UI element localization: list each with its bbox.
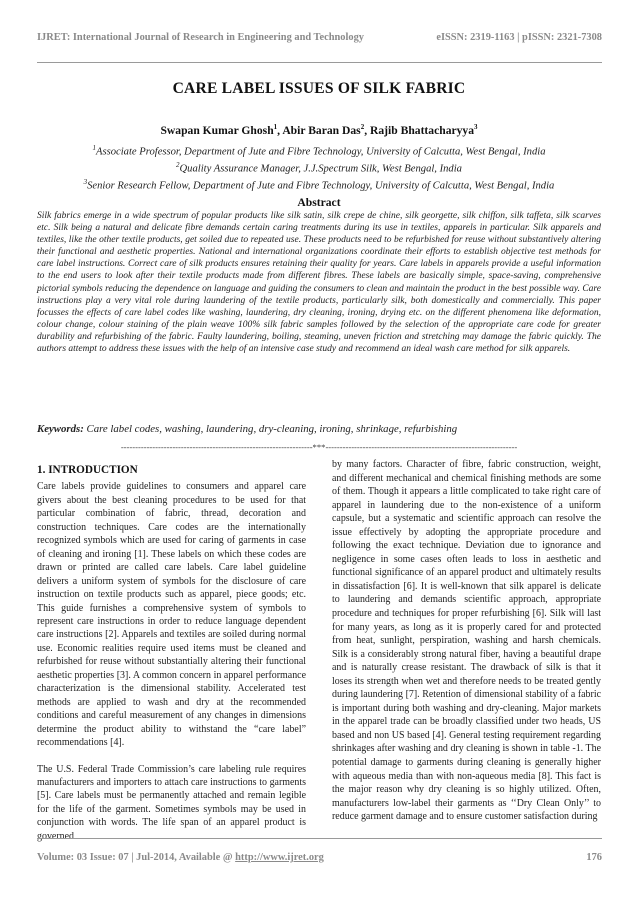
author-sup: 3 xyxy=(474,123,478,131)
journal-name: IJRET: International Journal of Research in Engineering and Technology xyxy=(37,32,364,43)
author-name: Abir Baran Das xyxy=(282,123,361,137)
affiliation-sup: 1 xyxy=(92,144,96,152)
author-sup: 2 xyxy=(360,123,365,131)
section-separator: -------------------------------------------------------------------***------------------------------------------------------------------- xyxy=(120,442,518,452)
affiliation-text: Quality Assurance Manager, J.J.Spectrum Silk, West Bengal, India xyxy=(179,163,462,175)
keywords xyxy=(37,423,601,435)
affiliation-text: Senior Research Fellow, Department of Jute and Fibre Technology, University of Calcutta, West Bengal, India xyxy=(87,180,555,192)
right-column xyxy=(332,458,601,837)
journal-link[interactable]: http://www.ijret.org xyxy=(235,852,324,863)
affiliation-sup: 2 xyxy=(176,161,180,170)
keywords-label: Keywords: xyxy=(37,423,84,435)
running-footer xyxy=(37,852,602,866)
body-paragraph: by many factors. Character of fibre, fabric construction, weight, and different mechanical and chemical finishing methods are some of them. Though it appears a little complicated to take right care of apparel in laundering due to the non-existence of a uniform capsule, but a systematic and scientific approach can resolve the issue effectively by adopting the appropriate procedure and following the exact technique. Deviation due to ignorance and negligence in some cases often leads to loss in aesthetic and functional significance of an apparel product and ultimately results in dissatisfaction [6]. It is well-known that silk apparel is delicate to laundering and demands scientific approach, appropriate procedure and techniques for proper refurbishing [6]. Silk will last for many years, as long as it is properly cared for and protected from heat, sunlight, perspiration, washing and harsh chemicals. Silk is a considerably strong natural fiber, having a beautiful drape and is naturally crease resistant. The drawback of silk is that it loses its strength when wet and therefore needs to be treated gently during laundering [7]. Retention of dimensional stability of a fabric is important during both washing and dry-cleaning. Major markets in the apparel trade can be broadly classified under two heads, US based and non US based [4]. General testing requirement regarding shrinkages after washing and dry cleaning is shown in table -1. The potential damage to garments during cleaning is generally higher with aqueous media than with non-aqueous media [8]. This fact is the major reason why dry cleaning is so highly utilized. Often, manufacturers low-label their garments as ‘‘Dry Clean Only’’ to reduce garment damage and to ensure customer satisfaction during xyxy=(332,459,601,823)
affiliations xyxy=(40,142,598,193)
affiliation-sup: 3 xyxy=(83,178,88,187)
affiliation-text: Associate Professor, Department of Jute and Fibre Technology, University of Calcutta, West Bengal, India xyxy=(96,146,546,158)
footer-volume-text: Volume: 03 Issue: 07 | Jul-2014, Available @ xyxy=(37,852,236,863)
body-paragraph: Care labels provide guidelines to consumers and apparel care givers about the best cleaning procedures to be used for that particular combination of fabric, thread, decoration and construction techniques. Care codes are the internationally recognized symbols which are used for caring of garments in case of cleaning and ironing [1]. These labels on which these codes are drawn or printed are called care labels. Care label guideline delivers a uniform system of symbols for the disclosure of care instruction on textile products such as apparel, piece goods; etc. This guide furnishes a comprehensive system of symbols to represent care instructions in order to reduce language dependent care instructions [2]. Apparels and textiles are soiled during normal use. Economic realities require used items must be cleaned and refurbished for reuse without substantially altering their functional aesthetic properties [3]. A common concern in apparel performance characterization is the dimensional stability. Accelerated test methods are applied to wash and dry at the recommended conditions and careful measurement of any changes in dimensions determine the product ability to withstand the “care label” recommendations [4]. xyxy=(37,481,306,749)
header-rule xyxy=(37,62,602,63)
left-column xyxy=(37,464,306,856)
affiliation xyxy=(40,159,598,176)
running-header xyxy=(37,32,602,46)
author-sup: 1 xyxy=(273,123,278,131)
abstract-body: Silk fabrics emerge in a wide spectrum of popular products like silk satin, silk crepe de chine, silk georgette, silk chiffon, silk taffeta, silk scarves etc. Silk being a natural and delicate fibre demands certain caring treatments during its use in textiles, apparels in particular. Silk apparels and textiles, like the other textile products, get soiled due to repeated use. These products need to be refurbished for reuse without substantively altering their functional and aesthetic properties. National and international organizations coordinate their efforts to establish objective test methods for care label instructions. Correct care of silk products ensures retaining their quality for years. Care labels in apparels provide a useful information to the end users to look after their textile products made from different fibres. These labels are basically simple, space-saving, comprehensive pictorial symbols reducing the dependence on language and guiding the consumers to clean and maintain the product in the best possible way. Care instructions play a very vital role during laundering of the textile products, particularly silk, both domestically and commercially. This paper focusses the effects of care label codes like washing, laundering, dry cleaning, ironing, drying etc. on the different phenomena like deformation, colour change, colour staining of the plain weave 100% silk fabric samples followed by the selection of the appropriate care code for greater durability and refurbishing of the fabric. Faulty laundering, boiling, steaming, uneven friction and stretching may damage the fabric quickly. The authors attempt to address these issues with the help of an intensive case study and recommend an ideal wash care method for silk apparels. xyxy=(37,211,601,355)
issn-info: eISSN: 2319-1163 | pISSN: 2321-7308 xyxy=(436,32,602,43)
footer-volume xyxy=(37,852,324,866)
body-paragraph: The U.S. Federal Trade Commission’s care labeling rule requires manufacturers and importers to attach care instructions to garments [5]. Care labels must be permanently attached and remain legible for the life of the garment. Sometimes symbols may be used in conjunction with words. The life span of an apparel product is governed xyxy=(37,763,306,842)
author-name: Swapan Kumar Ghosh xyxy=(160,123,274,137)
paper-title: CARE LABEL ISSUES OF SILK FABRIC xyxy=(172,80,466,97)
affiliation xyxy=(40,142,598,159)
keywords-text: Care label codes, washing, laundering, dry-cleaning, ironing, shrinkage, refurbishing xyxy=(86,423,458,435)
section-heading: 1. INTRODUCTION xyxy=(37,464,138,476)
author-list: Swapan Kumar Ghosh$^1$, Abir Baran Das$^2$, Rajib Bhattacharyya$^3$ xyxy=(160,123,478,137)
affiliation xyxy=(40,176,598,193)
author-name: Rajib Bhattacharyya xyxy=(370,123,475,137)
page-number: 176 xyxy=(586,852,602,863)
abstract-heading: Abstract xyxy=(297,196,341,209)
footer-rule xyxy=(37,838,602,839)
